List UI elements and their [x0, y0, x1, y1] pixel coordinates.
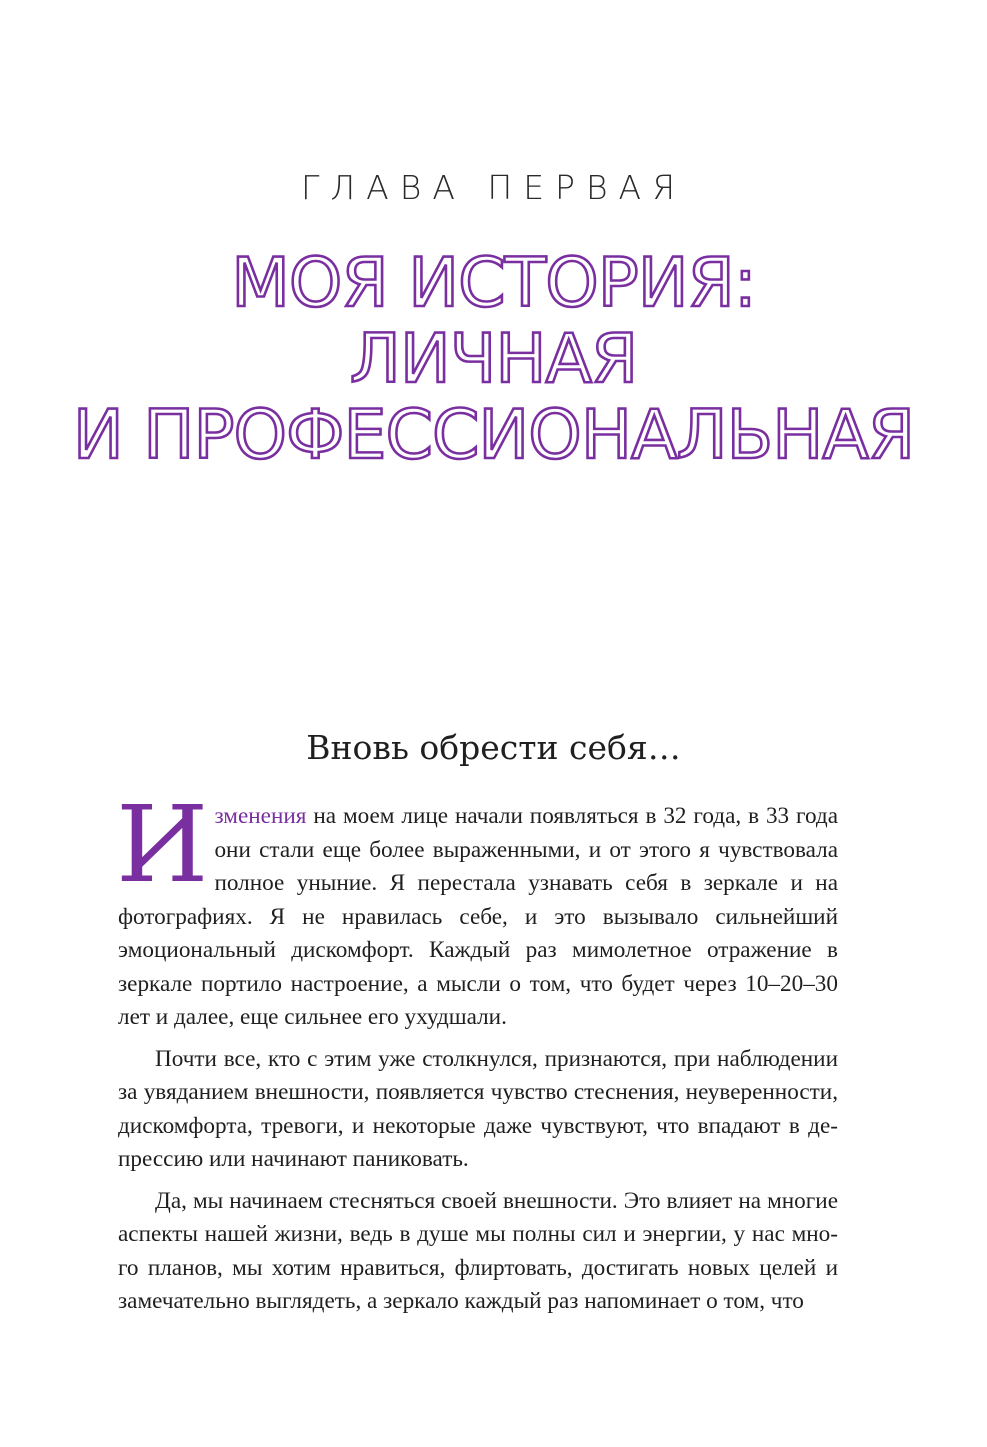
- drop-cap: И: [116, 783, 209, 906]
- body-text: [116, 783, 838, 1327]
- chapter-label: ГЛАВА ПЕРВАЯ: [300, 168, 687, 207]
- chapter-title: [0, 246, 987, 474]
- chapter-title-line-1: МОЯ ИСТОРИЯ:: [231, 244, 756, 323]
- section-heading: Вновь обрести себя…: [306, 728, 681, 767]
- chapter-title-line-3: И ПРОФЕССИОНАЛЬНАЯ: [72, 396, 915, 475]
- paragraph-1: [116, 783, 838, 1035]
- paragraph-1-text: на моем лице начали появляться в 32 года, в 33 года они стали еще более выраженными, и от этого я чувствовала полное уныние. Я перестала узнавать себя в зеркале и на фотографиях. Я не нравилась себе, и это вызывало сильнейший эмоциональный дискомфорт. Каждый раз мимолетное отражение в зеркале портило настроение, а мысли о том, что будет через 10–20–30 лет и далее, еще сильнее его ухудшали.: [118, 803, 838, 1030]
- accent-word: зменения: [214, 803, 307, 829]
- paragraph-2: Почти все, кто с этим уже столкнулся, признаются, при наблюдении за увяданием внешности, появляется чувство стеснения, неуверенности, дискомфорта, тревоги, и некоторые даже чувствуют, что впадают в депрессию или начинают паниковать.: [118, 1045, 838, 1172]
- chapter-title-line-2: ЛИЧНАЯ: [349, 320, 638, 399]
- paragraph-3: Да, мы начинаем стесняться своей внешности. Это влияет на многие аспекты нашей жизни, ведь в душе мы полны сил и энергии, у нас много планов, мы хотим нравиться, флиртовать, достигать новых целей и замечательно выглядеть, а зеркало каждый раз напоминает о том, что: [118, 1187, 838, 1314]
